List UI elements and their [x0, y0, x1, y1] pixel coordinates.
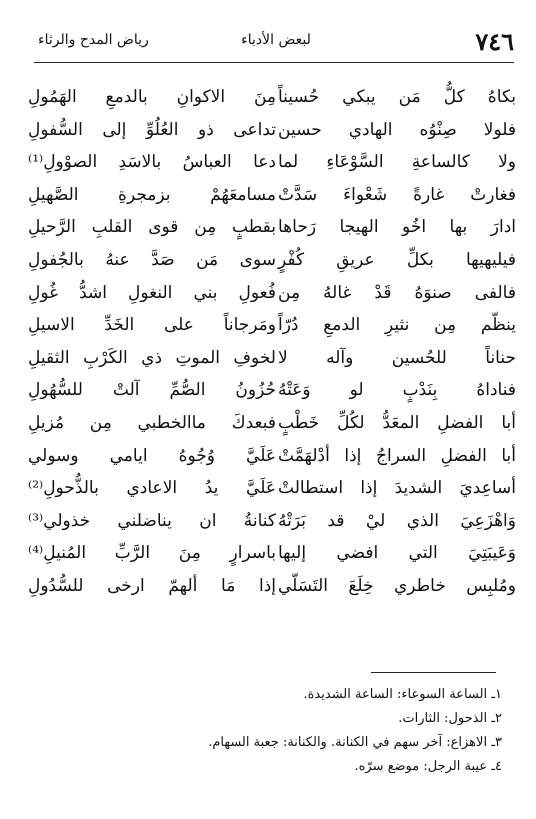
footnote: ١ـ الساعة السوعاء: الساعة الشديدة. — [303, 687, 502, 702]
verse-line — [28, 538, 516, 571]
verse-line — [28, 245, 516, 278]
footnote-rule — [371, 672, 496, 673]
verse-line — [28, 82, 516, 115]
verse-line — [28, 473, 516, 506]
verse-line — [28, 571, 516, 604]
verse-line — [28, 310, 516, 343]
first-hemistich: فلولا صِنْوُه الهادي حسين — [278, 119, 516, 140]
page-number: ٧٤٦ — [475, 27, 514, 56]
second-hemistich: عَلَيَّ يدُ الاعادي بالذُّحولِ⁽²⁾ — [28, 478, 276, 499]
second-hemistich: كنانةُ ان يناضلني خذولي⁽³⁾ — [28, 510, 276, 531]
second-hemistich: بقطبٍ مِن قوى القلبِ الرَّحيلِ — [28, 217, 276, 238]
running-header — [38, 26, 514, 60]
first-hemistich: فيليهيها بكلِّ عريقِ كُفْرٍ — [278, 249, 516, 270]
verse-line — [28, 147, 516, 180]
second-hemistich: ومَرجاناً على الخَدِّ الاسيلِ — [28, 315, 276, 336]
first-hemistich: فغارتْ غارةً شَعْواءَ سَدَّتْ — [278, 184, 516, 205]
first-hemistich: أساعِديَ الشديدَ إذا استطالتْ — [278, 478, 516, 499]
second-hemistich: تداعى ذو العُلُوِّ إلى السُّفولِ — [28, 119, 276, 140]
second-hemistich: عَلَيَّ وُجُوهُ ايامي وسولي — [28, 445, 276, 466]
first-hemistich: ومُلبِس خاطري خِلَعَ التَسَلّي — [278, 575, 516, 596]
first-hemistich: ادارَ بها اخُو الهيجا رَحاها — [278, 217, 516, 238]
first-hemistich: أبا الفضلِ السراجُ إذا أدْلهَمَّتْ — [278, 445, 516, 466]
first-hemistich: وَاهْزَعِيَ الذي ليْ قد بَرَتْهُ — [278, 510, 516, 531]
footnote: ٣ـ الاهزاع: آخر سهم في الكنانة. والكنانة: جعبة السهام. — [208, 735, 502, 750]
second-hemistich: مسامعَهُمْ بزمجرةِ الصَّهيلِ — [28, 184, 276, 205]
second-hemistich: سوى مَن صَدَّ عنهُ بالجُفولِ — [28, 249, 276, 270]
verse-line — [28, 506, 516, 539]
header-rule — [34, 62, 514, 63]
first-hemistich: بكاهُ كلُّ مَن يبكي حُسيناً — [278, 87, 516, 107]
verse-line — [28, 278, 516, 311]
second-hemistich: حُزُونُ الصُّمِّ آلتْ للسُّهُولِ — [28, 380, 276, 401]
book-title: رياض المدح والرثاء — [38, 32, 149, 48]
verse-line — [28, 212, 516, 245]
verse-line — [28, 343, 516, 376]
verse-line — [28, 441, 516, 474]
first-hemistich: حناناً للحُسين وآله لا — [278, 347, 516, 368]
second-hemistich: لخوفِ الموتِ ذي الكَرْبِ الثقيلِ — [28, 347, 276, 368]
second-hemistich: إذا مَا ألهمّ ارخى للسُّدُولِ — [28, 575, 276, 596]
second-hemistich: مِنَ الاكوانِ بالدمعِ الهَمُولِ — [28, 87, 276, 107]
footnote: ٢ـ الذحول: الثارات. — [398, 711, 502, 726]
first-hemistich: أبا الفضلِ المعَدُّ لكُلِّ خَطْبٍ — [278, 412, 516, 433]
verse-line — [28, 180, 516, 213]
second-hemistich: فُعولِ بني النغولِ اشدُّ غُولِ — [28, 282, 276, 303]
first-hemistich: وَعَيبَتِيَ التي افضي إليها — [278, 543, 516, 564]
second-hemistich: فبعدكَ ماالخطبي مِن مُزيلِ — [28, 412, 276, 433]
poem — [28, 82, 516, 604]
footnote: ٤ـ عيبة الرجل: موضع سرّه. — [354, 759, 502, 774]
verse-line — [28, 115, 516, 148]
first-hemistich: فالفى صنوَهُ قَدْ غالهُ مِن — [278, 282, 516, 303]
chapter-title: لبعض الأدباء — [241, 32, 311, 48]
second-hemistich: باسرارٍ مِنَ الرَّبِّ المُنيلِ⁽⁴⁾ — [28, 543, 276, 564]
footnotes — [40, 683, 502, 779]
verse-line — [28, 408, 516, 441]
first-hemistich: فناداهُ بِنَدْبٍ لو وَعَتْهُ — [278, 380, 516, 401]
first-hemistich: ولا كالساعةِ السَّوْعَاءِ لما — [278, 152, 516, 173]
verse-line — [28, 375, 516, 408]
second-hemistich: دعا العباسُ بالاسَدِ الصوْولِ⁽¹⁾ — [28, 152, 276, 173]
first-hemistich: ينظّم مِن نثيرِ الدمعِ دُرّاً — [278, 315, 516, 336]
